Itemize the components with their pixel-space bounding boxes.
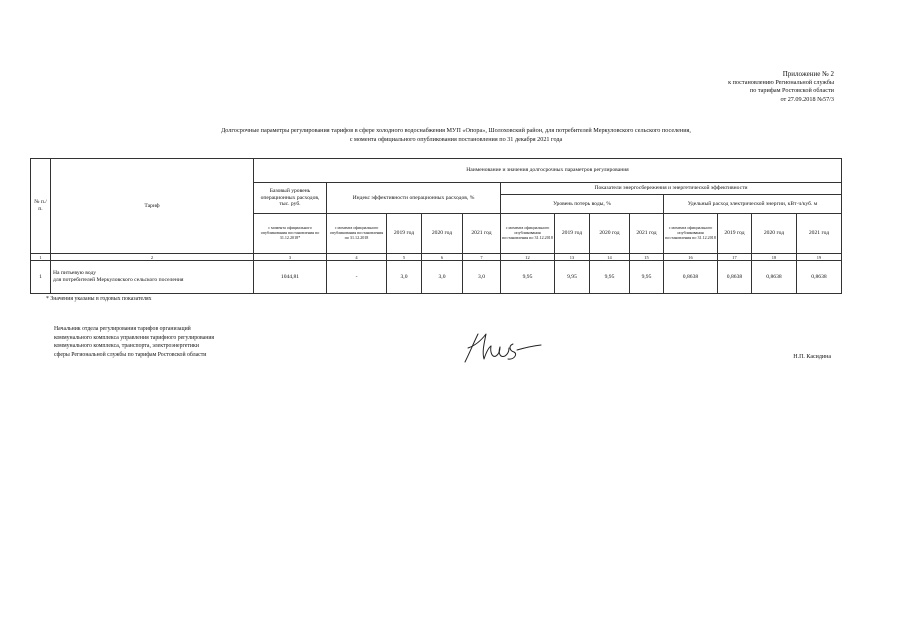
cell-loss-2019: 9,95 xyxy=(555,261,590,294)
cell-energy-2021: 0,8638 xyxy=(797,261,842,294)
header-electricity: Удельный расход электрической энергии, кВт·ч/куб. м xyxy=(664,195,842,214)
tariff-line: для потребителей Меркуловского сельского поселения xyxy=(53,277,184,283)
cell-loss-2021: 9,95 xyxy=(630,261,664,294)
appendix-block xyxy=(728,70,834,104)
cell-efficiency-2019: 3,0 xyxy=(387,261,422,294)
title-line: Долгосрочные параметры регулирования тарифов в сфере холодного водоснабжения МУП «Опора», Шолоховский район, для потребителей Меркуловского сельского поселения, xyxy=(221,127,691,134)
parameters-table xyxy=(30,158,842,294)
header-period: с момента официального опубликования постановления по 31.12.2018 xyxy=(327,214,387,254)
appendix-line: от 27.09.2018 №57/3 xyxy=(780,95,834,103)
title-line: с момента официального опубликования постановления по 31 декабря 2021 года xyxy=(349,135,563,143)
cell-loss-2020: 9,95 xyxy=(590,261,630,294)
cell-loss-period: 9,95 xyxy=(501,261,555,294)
document-title xyxy=(120,127,792,144)
header-year: 2021 год xyxy=(463,214,501,254)
appendix-line: по тарифам Ростовской области xyxy=(749,87,834,95)
header-water-loss: Уровень потерь воды, % xyxy=(501,195,664,214)
header-year: 2021 год xyxy=(797,214,842,254)
cell-efficiency-2020: 3,0 xyxy=(422,261,463,294)
row-number: 1 xyxy=(31,261,51,294)
signer-line: сферы Региональной службы по тарифам Ростовской области xyxy=(54,351,207,358)
table-row xyxy=(31,261,842,294)
signer-line: коммунального комплекса, транспорта, электроэнергетики xyxy=(54,343,199,350)
header-year: 2020 год xyxy=(590,214,630,254)
column-number: 17 xyxy=(718,254,752,261)
column-number: 16 xyxy=(664,254,718,261)
header-year: 2019 год xyxy=(718,214,752,254)
header-year: 2020 год xyxy=(422,214,463,254)
appendix-line: Приложение № 2 xyxy=(782,70,834,78)
signer-position xyxy=(54,325,214,359)
column-number: 4 xyxy=(327,254,387,261)
header-period: с момента официального опубликования постановления по 31.12.2018* xyxy=(254,214,327,254)
header-base-level: Базовый уровень операционных расходов, тыс. руб. xyxy=(254,183,327,214)
header-number: № п./п. xyxy=(31,159,51,254)
cell-energy-2020: 0,8638 xyxy=(752,261,797,294)
header-energy-group: Показатели энергосбережения и энергетической эффективности xyxy=(501,183,842,195)
column-number: 3 xyxy=(254,254,327,261)
column-number: 12 xyxy=(501,254,555,261)
column-number: 6 xyxy=(422,254,463,261)
column-number: 1 xyxy=(31,254,51,261)
header-parameters-group: Наименование и значения долгосрочных параметров регулирования xyxy=(254,159,842,183)
cell-energy-period: 0,8638 xyxy=(664,261,718,294)
column-number: 13 xyxy=(555,254,590,261)
appendix-line: к постановлению Региональной службы xyxy=(728,78,834,86)
header-year: 2019 год xyxy=(555,214,590,254)
signer-line: Начальник отдела регулирования тарифов организаций xyxy=(54,326,191,332)
column-number: 7 xyxy=(463,254,501,261)
header-year: 2021 год xyxy=(630,214,664,254)
header-efficiency-index: Индекс эффективности операционных расходов, % xyxy=(327,183,501,214)
handwritten-signature xyxy=(462,326,544,368)
header-year: 2019 год xyxy=(387,214,422,254)
cell-efficiency-period: - xyxy=(327,261,387,294)
column-number: 5 xyxy=(387,254,422,261)
cell-efficiency-2021: 3,0 xyxy=(463,261,501,294)
header-year: 2020 год xyxy=(752,214,797,254)
signer-name: Н.П. Касидина xyxy=(793,354,831,360)
column-number: 14 xyxy=(590,254,630,261)
header-tariff: Тариф xyxy=(51,159,254,254)
tariff-line: На питьевую воду xyxy=(53,270,97,277)
footnote: * Значения указаны в годовых показателях xyxy=(46,296,152,302)
column-number: 15 xyxy=(630,254,664,261)
column-number: 18 xyxy=(752,254,797,261)
column-number: 19 xyxy=(797,254,842,261)
header-period: с момента официального опубликования постановления по 31.12.2018 xyxy=(664,214,718,254)
row-tariff xyxy=(51,261,254,294)
signer-line: коммунального комплекса управления тарифного регулирования xyxy=(54,334,215,341)
cell-energy-2019: 0,8638 xyxy=(718,261,752,294)
column-number: 2 xyxy=(51,254,254,261)
header-period: с момента официального опубликования постановления по 31.12.2018 xyxy=(501,214,555,254)
cell-base-level: 1044,81 xyxy=(254,261,327,294)
